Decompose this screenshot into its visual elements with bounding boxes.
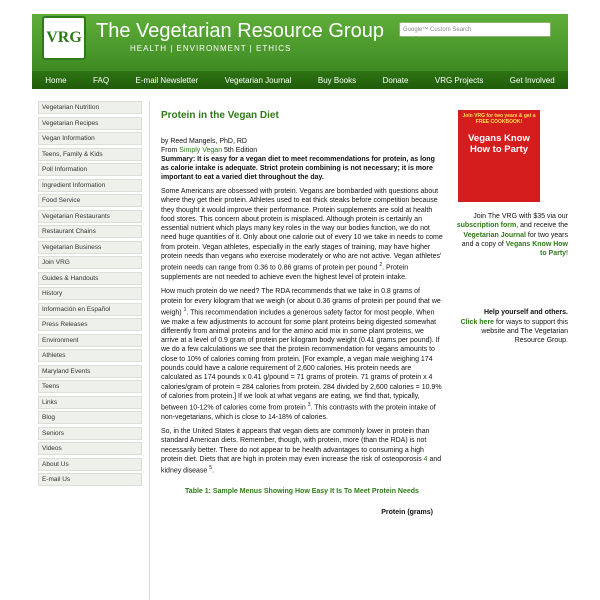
sidebar-item-join-vrg[interactable]: Join VRG [38,256,142,269]
nav-item-vegetarian-journal[interactable]: Vegetarian Journal [224,75,292,85]
sidebar-item-vegetarian-restaurants[interactable]: Vegetarian Restaurants [38,210,142,223]
search-input[interactable]: Google™ Custom Search [399,22,551,37]
sidebar-item-vegetarian-nutrition[interactable]: Vegetarian Nutrition [38,101,142,114]
sidebar-item-informacion-en-espanol[interactable]: Información en Español [38,303,142,316]
sidebar-item-guides-handouts[interactable]: Guides & Handouts [38,272,142,285]
join-text: Join The VRG with $35 via our subscription form, and receive the Vegetarian Journal for two years and a copy of Vegans Know How to Party! [456,213,568,258]
sidebar-item-vegetarian-business[interactable]: Vegetarian Business [38,241,142,254]
paragraph-3: So, in the United States it appears that vegan diets are commonly lower in protein than standard American diets. Remember, though, with protein, more (than the RDA) is not necessarily better. There do not appear to be health advantages to consuming a high protein diet. Diets that are high in protein may even increase the risk of osteoporosis 4 and kidney disease $^5$. [161,428,442,475]
sidebar-item-videos[interactable]: Videos [38,442,142,455]
sidebar-item-poll-information[interactable]: Poll Information [38,163,142,176]
sidebar-item-restaurant-chains[interactable]: Restaurant Chains [38,225,142,238]
tagline: HEALTH | ENVIRONMENT | ETHICS [130,44,292,53]
sidebar-item-e-mail-us[interactable]: E-mail Us [38,473,142,486]
sidebar-item-links[interactable]: Links [38,396,142,409]
nav-item-buy-books[interactable]: Buy Books [317,75,357,85]
promo-banner[interactable] [458,110,540,202]
summary: Summary: It is easy for a vegan diet to meet recommendations for protein, as long as calorie intake is adequate. Strict protein combining is not necessary; it is more important to eat a varied diet throughout the day. [161,156,435,181]
org-name[interactable]: The Vegetarian Resource Group [96,20,384,42]
help-text: Help yourself and others. Click here for ways to support this website and The Vegetarian Resource Group. [460,309,568,345]
vrg-logo[interactable]: VRG [42,16,86,60]
sidebar-item-press-releases[interactable]: Press Releases [38,318,142,331]
page-title: Protein in the Vegan Diet [161,110,279,121]
vegans-know-how-link[interactable]: Vegans Know How to Party [505,240,568,258]
byline [161,137,443,155]
source-link[interactable]: Simply Vegan [179,147,223,154]
reference-link[interactable]: 4 [423,456,428,463]
sidebar-item-athletes[interactable]: Athletes [38,349,142,362]
sidebar-item-food-service[interactable]: Food Service [38,194,142,207]
promo-offer: Join VRG for two years & get a FREE COOKBOOK! [462,113,536,125]
table-caption: Table 1: Sample Menus Showing How Easy It Is To Meet Protein Needs [185,487,419,495]
nav-item-get-involved[interactable]: Get Involved [509,75,555,85]
sidebar-item-blog[interactable]: Blog [38,411,142,424]
sidebar-item-about-us[interactable]: About Us [38,458,142,471]
sidebar-item-teens[interactable]: Teens [38,380,142,393]
nav-item-donate[interactable]: Donate [382,75,409,85]
subscription-form-link[interactable]: subscription form [456,222,517,230]
sidebar-item-maryland-events[interactable]: Maryland Events [38,365,142,378]
sidebar-item-seniors[interactable]: Seniors [38,427,142,440]
sidebar-item-ingredient-information[interactable]: Ingredient Information [38,179,142,192]
sidebar-item-vegetarian-recipes[interactable]: Vegetarian Recipes [38,117,142,130]
nav-item-home[interactable]: Home [45,75,67,85]
sidebar-item-vegan-information[interactable]: Vegan Information [38,132,142,145]
main-nav [32,71,568,89]
click-here-link[interactable]: Click here [460,318,495,326]
source-line: From Simply Vegan 5th Edition [161,147,258,154]
sidebar-item-history[interactable]: History [38,287,142,300]
right-column [455,110,568,600]
paragraph-1: Some Americans are obsessed with protein. Vegans are bombarded with questions about where they get their protein. Athletes used to eat thick steaks before competition because they thought it would improve their performance. Protein supplements are sold at health food stores. This concern about protein is misplaced. Although protein is certainly an essential nutrient which plays many key roles in the way our bodies function, we do not need huge quantities of it. Only about one calorie out of every 10 we take in needs to come from protein. Vegan athletes, especially in the early stages of training, may have higher protein needs than vegans who exercise moderately or who are not active. Vegan athletes' protein needs can range from 0.36 to 0.86 grams of protein per pound $^2$. Protein supplements are not needed to achieve even the highest level of protein intake. [161,188,443,281]
table-column-header: Protein (grams) [381,508,433,516]
promo-title: Vegans Know How to Party [468,133,530,155]
author: by Reed Mangels, PhD, RD [161,138,247,145]
nav-item-e-mail-newsletter[interactable]: E-mail Newsletter [135,75,199,85]
vegetarian-journal-link[interactable]: Vegetarian Journal [463,231,526,239]
paragraph-2: How much protein do we need? The RDA recommends that we take in 0.8 grams of protein for every kilogram that we weigh (or about 0.36 grams of protein per pound that we weigh) $^1$. This recommendation includes a generous safety factor for most people. When we make a few adjustments to account for some plant proteins being digested somewhat differently from animal proteins and for the amino acid mix in some plant proteins, we arrive at a level of 0.9 gram of protein per kilogram body weight (0.41 grams per pound). If we do a few calculations we see that the protein recommendation for vegans amounts to close to 10% of calories coming from protein. [For example, a vegan male weighing 174 pounds could have a calorie requirement of 2,600 calories. His protein needs are calculated as 174 pounds x 0.41 g/pound = 71 grams of protein. 71 grams of protein x 4 calories/gram of protein = 284 calories from protein. 284 divided by 2,600 calories = 10.9% of calories from protein.] If we look at what vegans are eating, we find that, typically, between 10-12% of calories come from protein $^3$. This contrasts with the protein intake of non-vegetarians, which is close to 14-18% of calories. [161,288,442,421]
sidebar [32,101,150,600]
article [161,110,443,600]
nav-item-vrg-projects[interactable]: VRG Projects [434,75,484,85]
nav-item-faq[interactable]: FAQ [93,75,110,85]
site-header [32,14,568,72]
sidebar-item-teens-family-kids[interactable]: Teens, Family & Kids [38,148,142,161]
sidebar-item-environment[interactable]: Environment [38,334,142,347]
